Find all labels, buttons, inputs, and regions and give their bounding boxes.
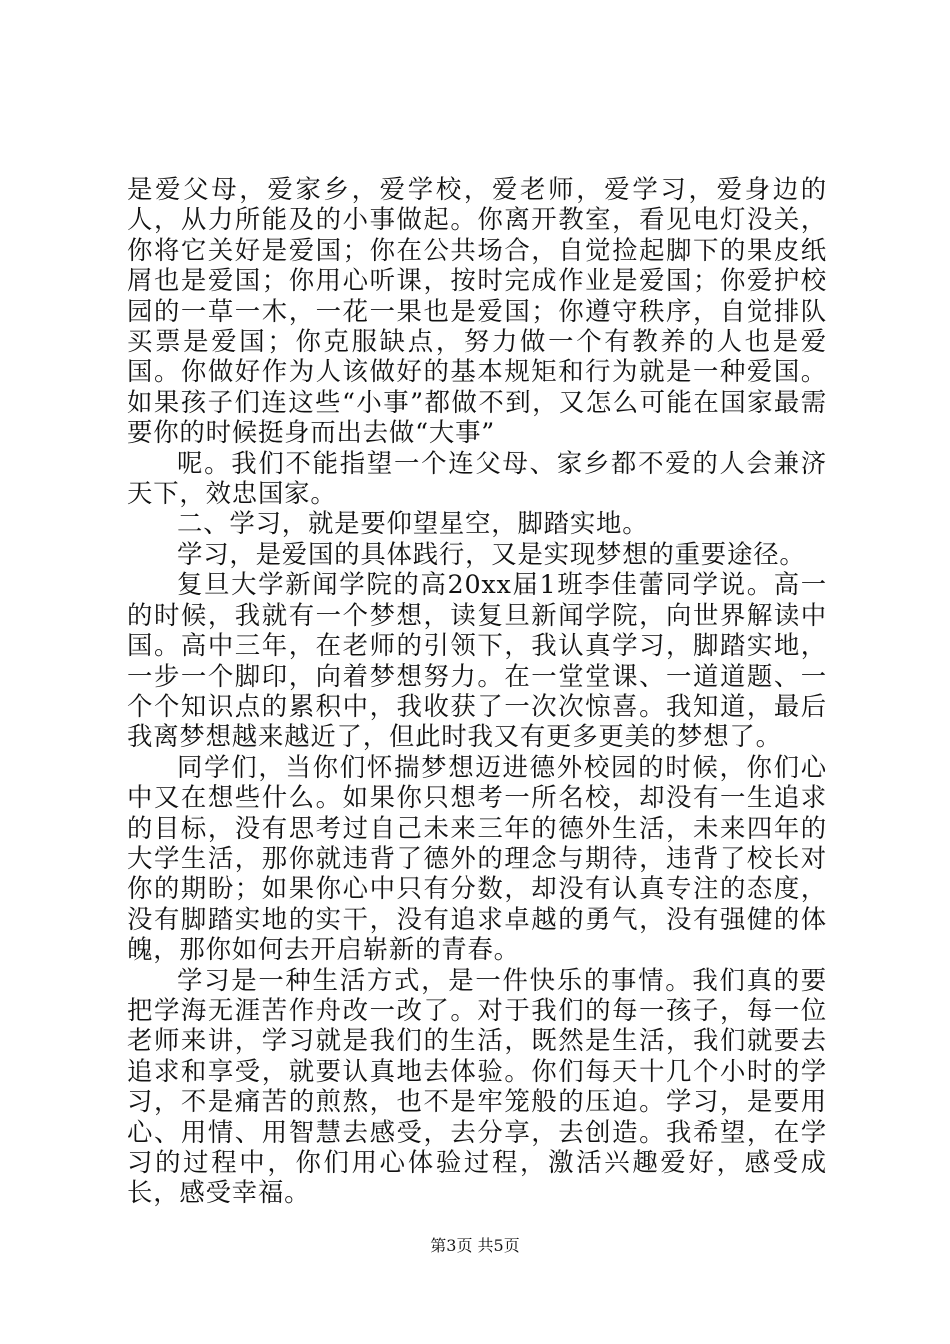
page-number-footer: 第3页 共5页 [430,1236,520,1255]
paragraph: 学习是一种生活方式，是一件快乐的事情。我们真的要把学海无涯苦作舟改一改了。对于我们的每一孩子，每一位老师来讲，学习就是我们的生活，既然是生活，我们就要去追求和享受，就要认真地去体验。你们每天十几个小时的学习，不是痛苦的煎熬，也不是牢笼般的压迫。学习，是要用心、用情、用智慧去感受，去分享，去创造。我希望，在学习的过程中，你们用心体验过程，激活兴趣爱好，感受成长，感受幸福。 [127,964,827,1208]
document-body [127,174,827,1208]
paragraph: 复旦大学新闻学院的高20xx届1班李佳蕾同学说。高一的时候，我就有一个梦想，读复旦新闻学院，向世界解读中国。高中三年，在老师的引领下，我认真学习，脚踏实地，一步一个脚印，向着梦想努力。在一堂堂课、一道道题、一个个知识点的累积中，我收获了一次次惊喜。我知道，最后我离梦想越来越近了，但此时我又有更多更美的梦想了。 [127,569,827,752]
paragraph: 同学们，当你们怀揣梦想迈进德外校园的时候，你们心中又在想些什么。如果你只想考一所名校，却没有一生追求的目标，没有思考过自己未来三年的德外生活，未来四年的大学生活，那你就违背了德外的理念与期待，违背了校长对你的期盼；如果你心中只有分数，却没有认真专注的态度，没有脚踏实地的实干，没有追求卓越的勇气，没有强健的体魄，那你如何去开启崭新的青春。 [127,751,827,965]
paragraph-continuation: 是爱父母，爱家乡，爱学校，爱老师，爱学习，爱身边的人，从力所能及的小事做起。你离开教室，看见电灯没关，你将它关好是爱国；你在公共场合，自觉捡起脚下的果皮纸屑也是爱国；你用心听课，按时完成作业是爱国；你爱护校园的一草一木，一花一果也是爱国；你遵守秩序，自觉排队买票是爱国；你克服缺点，努力做一个有教养的人也是爱国。你做好作为人该做好的基本规矩和行为就是一种爱国。如果孩子们连这些“小事”都做不到，又怎么可能在国家最需要你的时候挺身而出去做“大事” [127,174,827,448]
section-heading: 二、学习，就是要仰望星空，脚踏实地。 [177,508,649,539]
paragraph: 呢。我们不能指望一个连父母、家乡都不爱的人会兼济天下，效忠国家。 [127,447,827,509]
paragraph: 学习，是爱国的具体践行，又是实现梦想的重要途径。 [177,538,806,569]
